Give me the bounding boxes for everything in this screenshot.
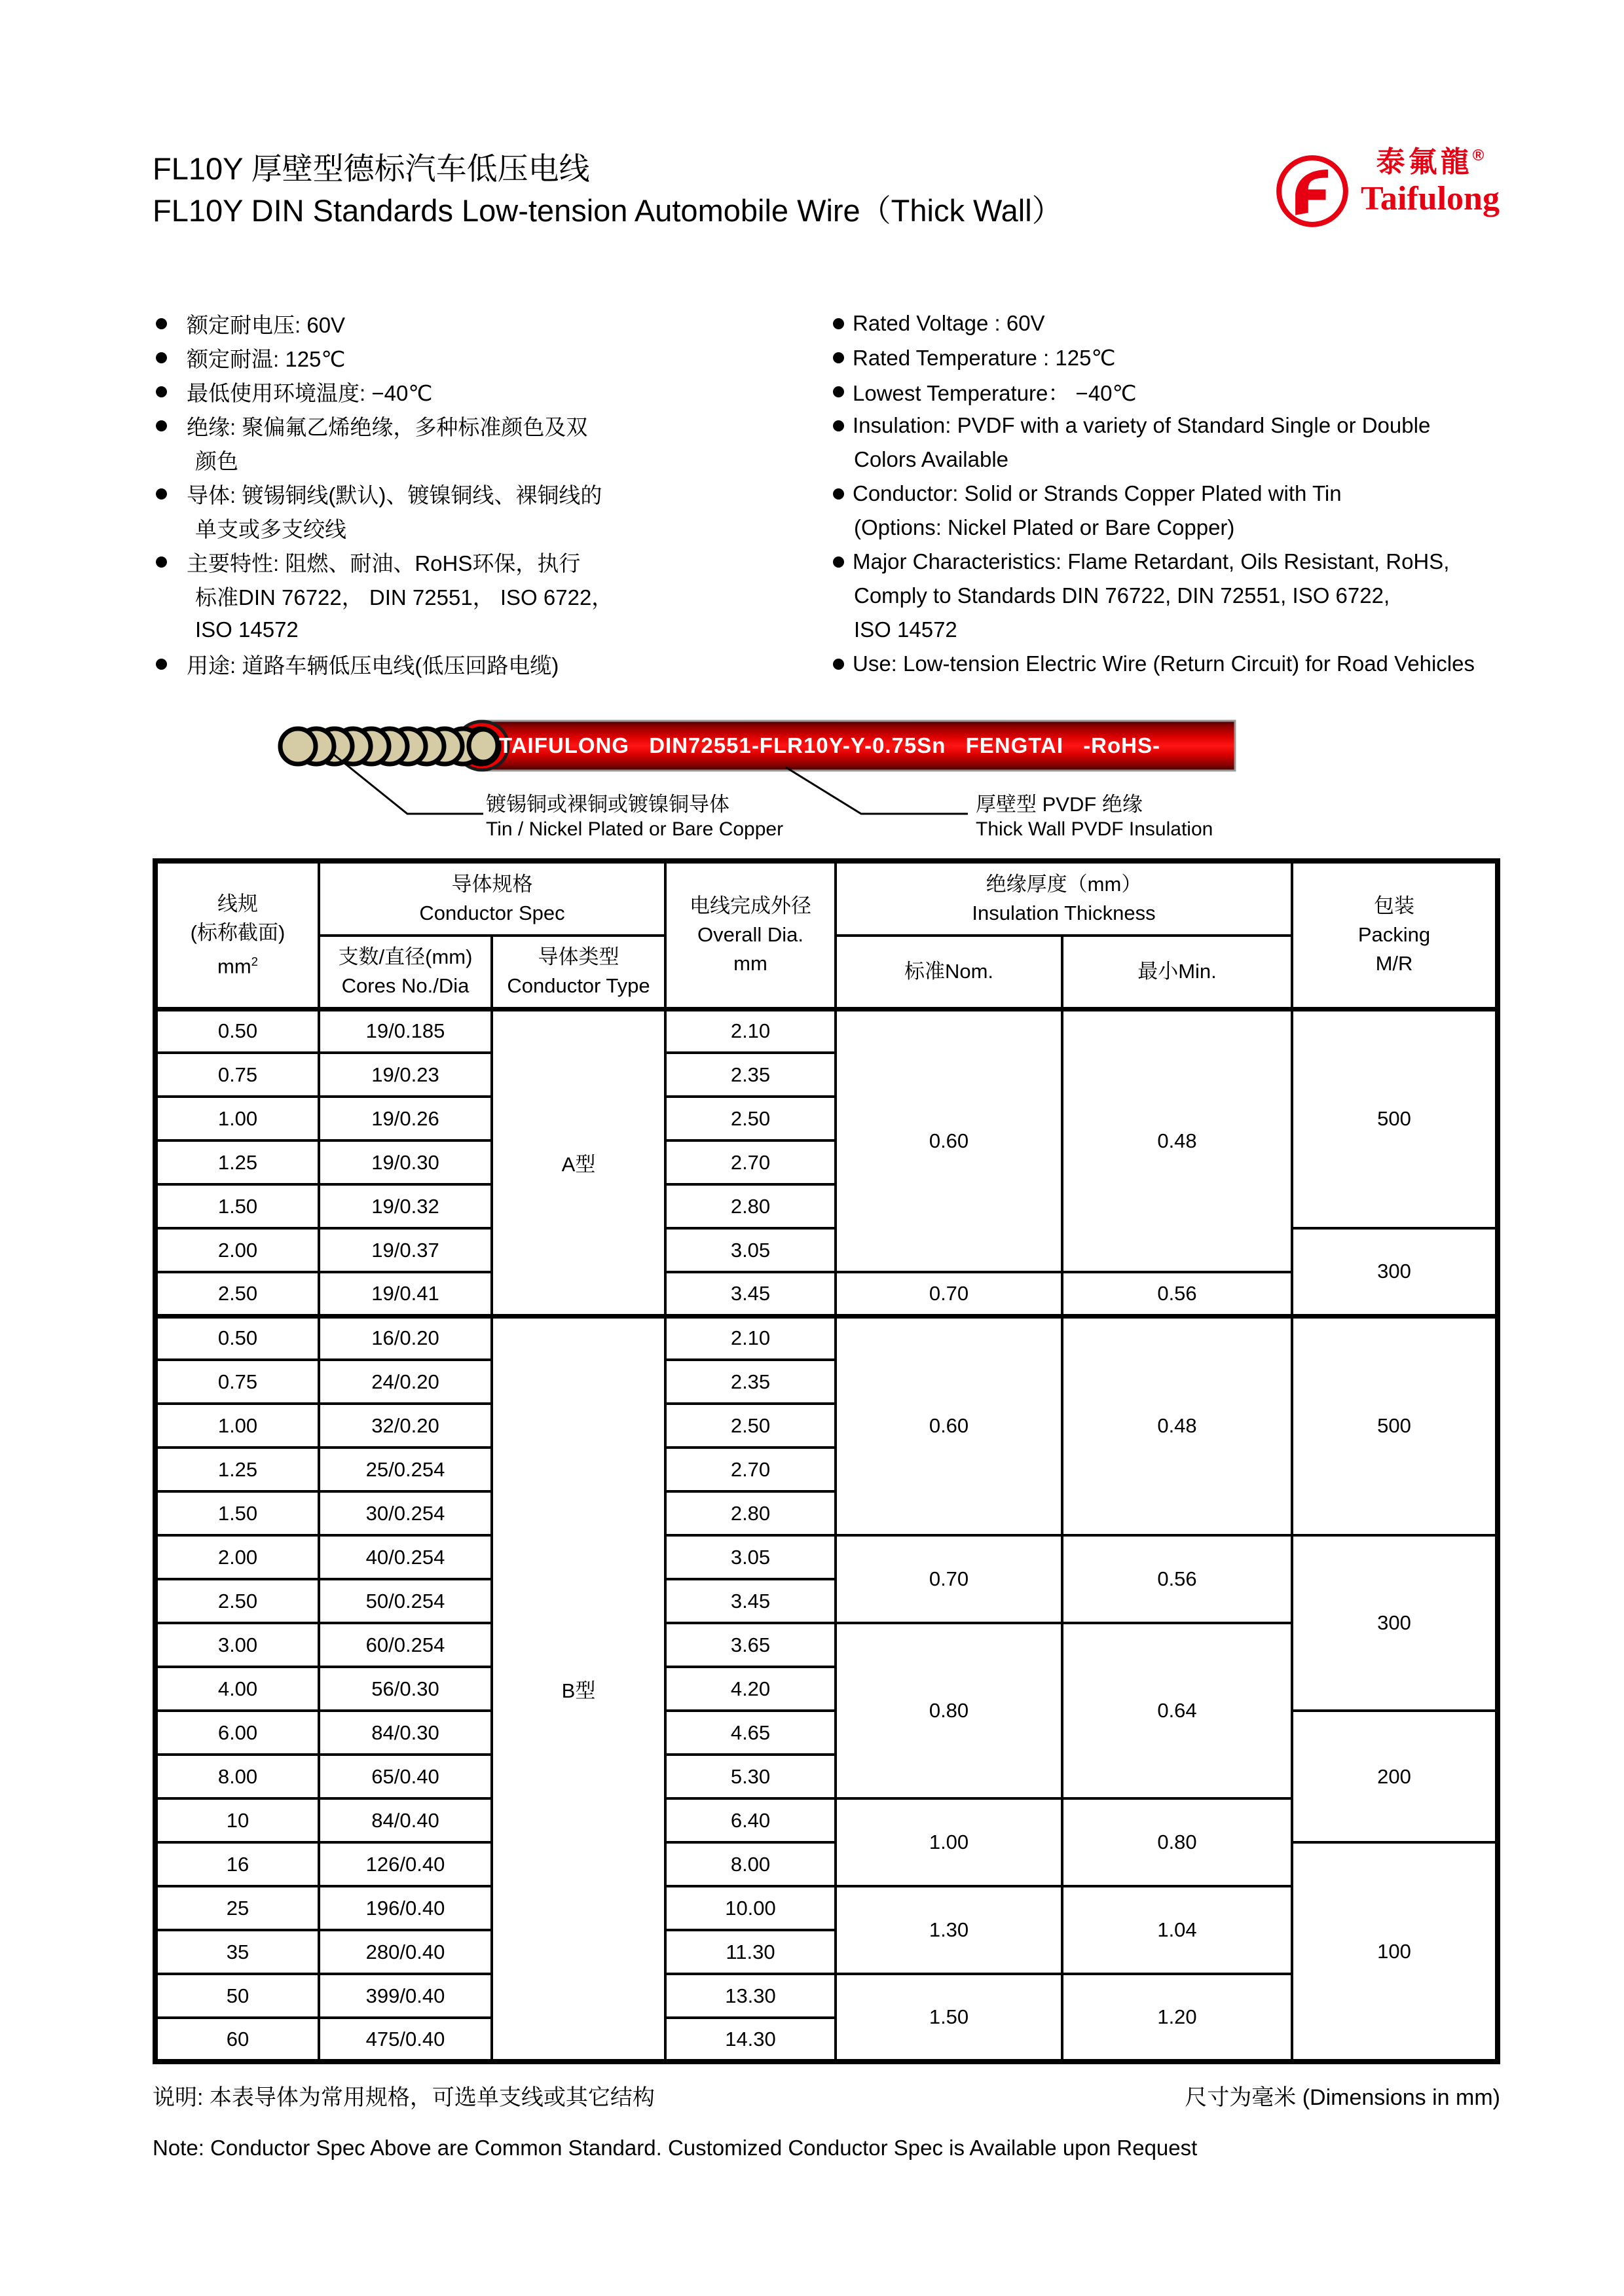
cell-wire-size: 1.50 <box>155 1491 319 1535</box>
cell-cores-dia: 40/0.254 <box>319 1535 492 1579</box>
spec-line <box>156 443 817 477</box>
cell-packing: 300 <box>1292 1535 1498 1711</box>
cell-insulation-min: 0.80 <box>1062 1798 1292 1886</box>
cell-packing: 500 <box>1292 1009 1498 1228</box>
cell-wire-size: 0.75 <box>155 1360 319 1404</box>
wire-print-legend <box>499 732 1160 759</box>
cell-overall-dia: 13.30 <box>665 1974 836 2018</box>
spec-table-body <box>155 1009 1498 2062</box>
spec-line <box>833 647 1619 681</box>
table-row <box>155 1228 1498 1272</box>
spec-text: Rated Temperature : 125℃ <box>853 345 1116 370</box>
spec-text: 额定耐电压: 60V <box>187 312 346 337</box>
spec-text: 导体: 镀锡铜线(默认)、镀镍铜线、裸铜线的 <box>187 483 602 507</box>
cell-conductor-type: A型 <box>492 1009 665 1316</box>
cell-overall-dia: 3.45 <box>665 1272 836 1316</box>
cell-packing: 200 <box>1292 1711 1498 1842</box>
cell-wire-size: 3.00 <box>155 1623 319 1667</box>
cell-cores-dia: 84/0.30 <box>319 1711 492 1755</box>
cell-wire-size: 1.00 <box>155 1097 319 1140</box>
cell-packing: 100 <box>1292 1842 1498 2062</box>
spec-line <box>833 579 1619 613</box>
insulation-label-en: Thick Wall PVDF Insulation <box>976 818 1213 840</box>
cell-overall-dia: 2.80 <box>665 1491 836 1535</box>
cell-overall-dia: 2.50 <box>665 1404 836 1448</box>
spec-text: Use: Low-tension Electric Wire (Return Circuit) for Road Vehicles <box>853 651 1475 676</box>
cell-wire-size: 8.00 <box>155 1755 319 1798</box>
cell-insulation-min: 1.20 <box>1062 1974 1292 2062</box>
spec-table-header <box>155 861 1498 1009</box>
bullet-icon <box>156 386 167 397</box>
cell-insulation-min: 0.48 <box>1062 1316 1292 1535</box>
taifulong-logo-icon <box>1274 152 1350 230</box>
spec-line <box>833 374 1619 409</box>
table-row <box>155 1535 1498 1579</box>
cell-insulation-nom: 0.60 <box>836 1009 1062 1272</box>
cell-cores-dia: 65/0.40 <box>319 1755 492 1798</box>
header-overall-dia: 电线完成外径 Overall Dia. mm <box>665 861 836 1009</box>
spec-text: 用途: 道路车辆低压电线(低压回路电缆) <box>187 653 559 678</box>
footnote-zh: 说明: 本表导体为常用规格，可选单支线或其它结构 <box>153 2085 655 2110</box>
cell-cores-dia: 25/0.254 <box>319 1448 492 1491</box>
cell-cores-dia: 16/0.20 <box>319 1316 492 1360</box>
cell-wire-size: 60 <box>155 2018 319 2062</box>
cell-wire-size: 0.50 <box>155 1009 319 1053</box>
cell-cores-dia: 56/0.30 <box>319 1667 492 1711</box>
spec-line <box>156 340 817 374</box>
cell-insulation-nom: 0.70 <box>836 1535 1062 1623</box>
cell-overall-dia: 2.70 <box>665 1140 836 1184</box>
cell-overall-dia: 3.45 <box>665 1579 836 1623</box>
cell-cores-dia: 19/0.185 <box>319 1009 492 1053</box>
spec-line <box>156 613 817 647</box>
cell-overall-dia: 4.65 <box>665 1711 836 1755</box>
spec-line <box>156 545 817 579</box>
bullet-icon <box>833 420 844 431</box>
cell-overall-dia: 3.05 <box>665 1535 836 1579</box>
spec-text: 主要特性: 阻燃、耐油、RoHS环保，执行 <box>187 551 581 575</box>
header-nominal: 标准Nom. <box>836 936 1062 1009</box>
cell-cores-dia: 280/0.40 <box>319 1930 492 1974</box>
cell-cores-dia: 50/0.254 <box>319 1579 492 1623</box>
leader-line-insulation <box>786 767 968 814</box>
cell-wire-size: 2.50 <box>155 1272 319 1316</box>
cell-insulation-min: 0.56 <box>1062 1272 1292 1316</box>
cell-insulation-nom: 1.30 <box>836 1886 1062 1974</box>
cell-wire-size: 2.50 <box>155 1579 319 1623</box>
logo-text-en: Taifulong <box>1361 180 1500 217</box>
spec-line <box>833 443 1619 477</box>
insulation-label-zh: 厚壁型 PVDF 绝缘 <box>976 793 1143 816</box>
conductor-label-zh: 镀锡铜或裸铜或镀镍铜导体 <box>486 793 729 816</box>
page-title-en: FL10Y DIN Standards Low-tension Automobile Wire（Thick Wall） <box>153 193 1063 228</box>
table-row <box>155 1711 1498 1755</box>
header-packing: 包装 Packing M/R <box>1292 861 1498 1009</box>
spec-line <box>156 647 817 681</box>
spec-line <box>833 340 1619 374</box>
spec-text: ISO 14572 <box>854 617 957 642</box>
cell-wire-size: 1.25 <box>155 1140 319 1184</box>
cell-overall-dia: 5.30 <box>665 1755 836 1798</box>
spec-text: Major Characteristics: Flame Retardant, Oils Resistant, RoHS, <box>853 549 1450 574</box>
conductor-label-en: Tin / Nickel Plated or Bare Copper <box>486 818 784 840</box>
spec-line <box>833 477 1619 511</box>
cell-overall-dia: 11.30 <box>665 1930 836 1974</box>
spec-text: Comply to Standards DIN 76722, DIN 72551, ISO 6722, <box>854 583 1390 608</box>
cell-conductor-type: B型 <box>492 1316 665 2062</box>
cell-insulation-min: 0.48 <box>1062 1009 1292 1272</box>
cell-cores-dia: 84/0.40 <box>319 1798 492 1842</box>
wire-print-segment: TAIFULONG <box>499 733 630 757</box>
cell-overall-dia: 2.50 <box>665 1097 836 1140</box>
cell-insulation-min: 1.04 <box>1062 1886 1292 1974</box>
cell-cores-dia: 19/0.41 <box>319 1272 492 1316</box>
insulation-label <box>976 792 1213 842</box>
cell-wire-size: 0.75 <box>155 1053 319 1097</box>
cell-insulation-nom: 0.80 <box>836 1623 1062 1798</box>
cell-overall-dia: 4.20 <box>665 1667 836 1711</box>
wire-print-segment: FENGTAI <box>965 733 1063 757</box>
bullet-icon <box>833 659 844 670</box>
header-conductor-spec: 导体规格 Conductor Spec <box>319 861 665 936</box>
cell-overall-dia: 2.10 <box>665 1316 836 1360</box>
cell-packing: 500 <box>1292 1316 1498 1535</box>
cell-cores-dia: 19/0.23 <box>319 1053 492 1097</box>
logo-zh-chars: 泰氟龍 <box>1376 146 1473 178</box>
conductor-strands-icon <box>280 729 499 764</box>
cell-cores-dia: 19/0.37 <box>319 1228 492 1272</box>
bullet-icon <box>156 556 167 568</box>
cell-packing: 300 <box>1292 1228 1498 1316</box>
wire-print-segment: DIN72551-FLR10Y-Y-0.75Sn <box>649 733 946 757</box>
taifulong-logo <box>1274 148 1500 230</box>
logo-text-zh <box>1376 148 1485 177</box>
cell-overall-dia: 3.05 <box>665 1228 836 1272</box>
spec-text: Colors Available <box>854 447 1009 471</box>
bullet-icon <box>156 318 167 329</box>
spec-text: Rated Voltage : 60V <box>853 311 1045 335</box>
header-conductor-type: 导体类型 Conductor Type <box>492 936 665 1009</box>
spec-text: ISO 14572 <box>195 617 299 642</box>
bullet-icon <box>156 352 167 363</box>
footnote-dimensions: 尺寸为毫米 (Dimensions in mm) <box>1185 2085 1500 2110</box>
cell-overall-dia: 8.00 <box>665 1842 836 1886</box>
spec-text: 绝缘: 聚偏氟乙烯绝缘，多种标准颜色及双 <box>187 414 588 439</box>
cell-insulation-nom: 0.60 <box>836 1316 1062 1535</box>
spec-text: Conductor: Solid or Strands Copper Plated with Tin <box>853 481 1342 505</box>
bullet-icon <box>833 386 844 397</box>
spec-line <box>833 545 1619 579</box>
cell-cores-dia: 399/0.40 <box>319 1974 492 2018</box>
cell-cores-dia: 19/0.30 <box>319 1140 492 1184</box>
cell-wire-size: 50 <box>155 1974 319 2018</box>
cell-cores-dia: 30/0.254 <box>319 1491 492 1535</box>
header-insulation-thickness: 绝缘厚度（mm） Insulation Thickness <box>836 861 1292 936</box>
cell-insulation-nom: 1.00 <box>836 1798 1062 1886</box>
spec-text: 最低使用环境温度: −40℃ <box>187 380 433 405</box>
spec-line <box>156 477 817 511</box>
spec-line <box>156 306 817 340</box>
footnote-en: Note: Conductor Spec Above are Common Standard. Customized Conductor Spec is Available upon Request <box>153 2136 1198 2160</box>
cell-overall-dia: 6.40 <box>665 1798 836 1842</box>
conductor-label <box>486 792 783 842</box>
cell-cores-dia: 24/0.20 <box>319 1360 492 1404</box>
cell-wire-size: 25 <box>155 1886 319 1930</box>
cell-wire-size: 1.50 <box>155 1184 319 1228</box>
cell-overall-dia: 10.00 <box>665 1886 836 1930</box>
spec-line <box>833 409 1619 443</box>
conductor-end-icon <box>469 729 498 762</box>
spec-table <box>153 858 1500 2064</box>
cell-cores-dia: 126/0.40 <box>319 1842 492 1886</box>
wire-print-segment: -RoHS- <box>1083 733 1160 757</box>
spec-line <box>833 306 1619 340</box>
cell-wire-size: 2.00 <box>155 1228 319 1272</box>
spec-text: 标准DIN 76722， DIN 72551， ISO 6722， <box>195 585 614 610</box>
spec-line <box>156 511 817 545</box>
cell-overall-dia: 2.35 <box>665 1053 836 1097</box>
cell-overall-dia: 2.35 <box>665 1360 836 1404</box>
spec-line <box>833 613 1619 647</box>
bullet-icon <box>156 659 167 670</box>
cell-insulation-min: 0.64 <box>1062 1623 1292 1798</box>
cell-wire-size: 1.00 <box>155 1404 319 1448</box>
spec-text: 颜色 <box>195 448 238 473</box>
bullet-icon <box>833 352 844 363</box>
cell-wire-size: 10 <box>155 1798 319 1842</box>
spec-text: (Options: Nickel Plated or Bare Copper) <box>854 515 1235 539</box>
header-cores-dia: 支数/直径(mm) Cores No./Dia <box>319 936 492 1009</box>
registered-mark-icon: ® <box>1472 147 1485 164</box>
cell-wire-size: 2.00 <box>155 1535 319 1579</box>
cell-wire-size: 6.00 <box>155 1711 319 1755</box>
spec-text: 额定耐温: 125℃ <box>187 346 346 371</box>
spec-text: Insulation: PVDF with a variety of Standard Single or Double <box>853 413 1431 437</box>
cell-cores-dia: 60/0.254 <box>319 1623 492 1667</box>
spec-line <box>156 374 817 409</box>
cell-cores-dia: 19/0.32 <box>319 1184 492 1228</box>
spec-line <box>156 409 817 443</box>
cell-wire-size: 0.50 <box>155 1316 319 1360</box>
cell-insulation-nom: 1.50 <box>836 1974 1062 2062</box>
cell-insulation-nom: 0.70 <box>836 1272 1062 1316</box>
page-title <box>153 148 1063 232</box>
cell-wire-size: 35 <box>155 1930 319 1974</box>
bullet-icon <box>833 318 844 329</box>
spec-text: Lowest Temperature： −40℃ <box>853 380 1137 405</box>
table-row <box>155 1009 1498 1053</box>
spec-list-english <box>833 306 1619 681</box>
bullet-icon <box>833 556 844 568</box>
header-wire-size: 线规 (标称截面) $mm^2$ <box>155 861 319 1009</box>
cell-overall-dia: 2.80 <box>665 1184 836 1228</box>
cell-cores-dia: 475/0.40 <box>319 2018 492 2062</box>
cell-cores-dia: 196/0.40 <box>319 1886 492 1930</box>
page-title-zh: FL10Y 厚壁型德标汽车低压电线 <box>153 151 590 186</box>
bullet-icon <box>156 488 167 500</box>
spec-line <box>156 579 817 613</box>
spec-text: 单支或多支绞线 <box>195 517 346 541</box>
cell-cores-dia: 32/0.20 <box>319 1404 492 1448</box>
spec-line <box>833 511 1619 545</box>
header-minimum: 最小Min. <box>1062 936 1292 1009</box>
table-row <box>155 1842 1498 1886</box>
cell-overall-dia: 14.30 <box>665 2018 836 2062</box>
spec-list-chinese <box>156 306 817 681</box>
cell-cores-dia: 19/0.26 <box>319 1097 492 1140</box>
cell-wire-size: 4.00 <box>155 1667 319 1711</box>
cell-overall-dia: 3.65 <box>665 1623 836 1667</box>
cell-insulation-min: 0.56 <box>1062 1535 1292 1623</box>
cell-overall-dia: 2.70 <box>665 1448 836 1491</box>
cell-wire-size: 1.25 <box>155 1448 319 1491</box>
cell-overall-dia: 2.10 <box>665 1009 836 1053</box>
table-row <box>155 1316 1498 1360</box>
bullet-icon <box>833 488 844 500</box>
cell-wire-size: 16 <box>155 1842 319 1886</box>
bullet-icon <box>156 420 167 431</box>
